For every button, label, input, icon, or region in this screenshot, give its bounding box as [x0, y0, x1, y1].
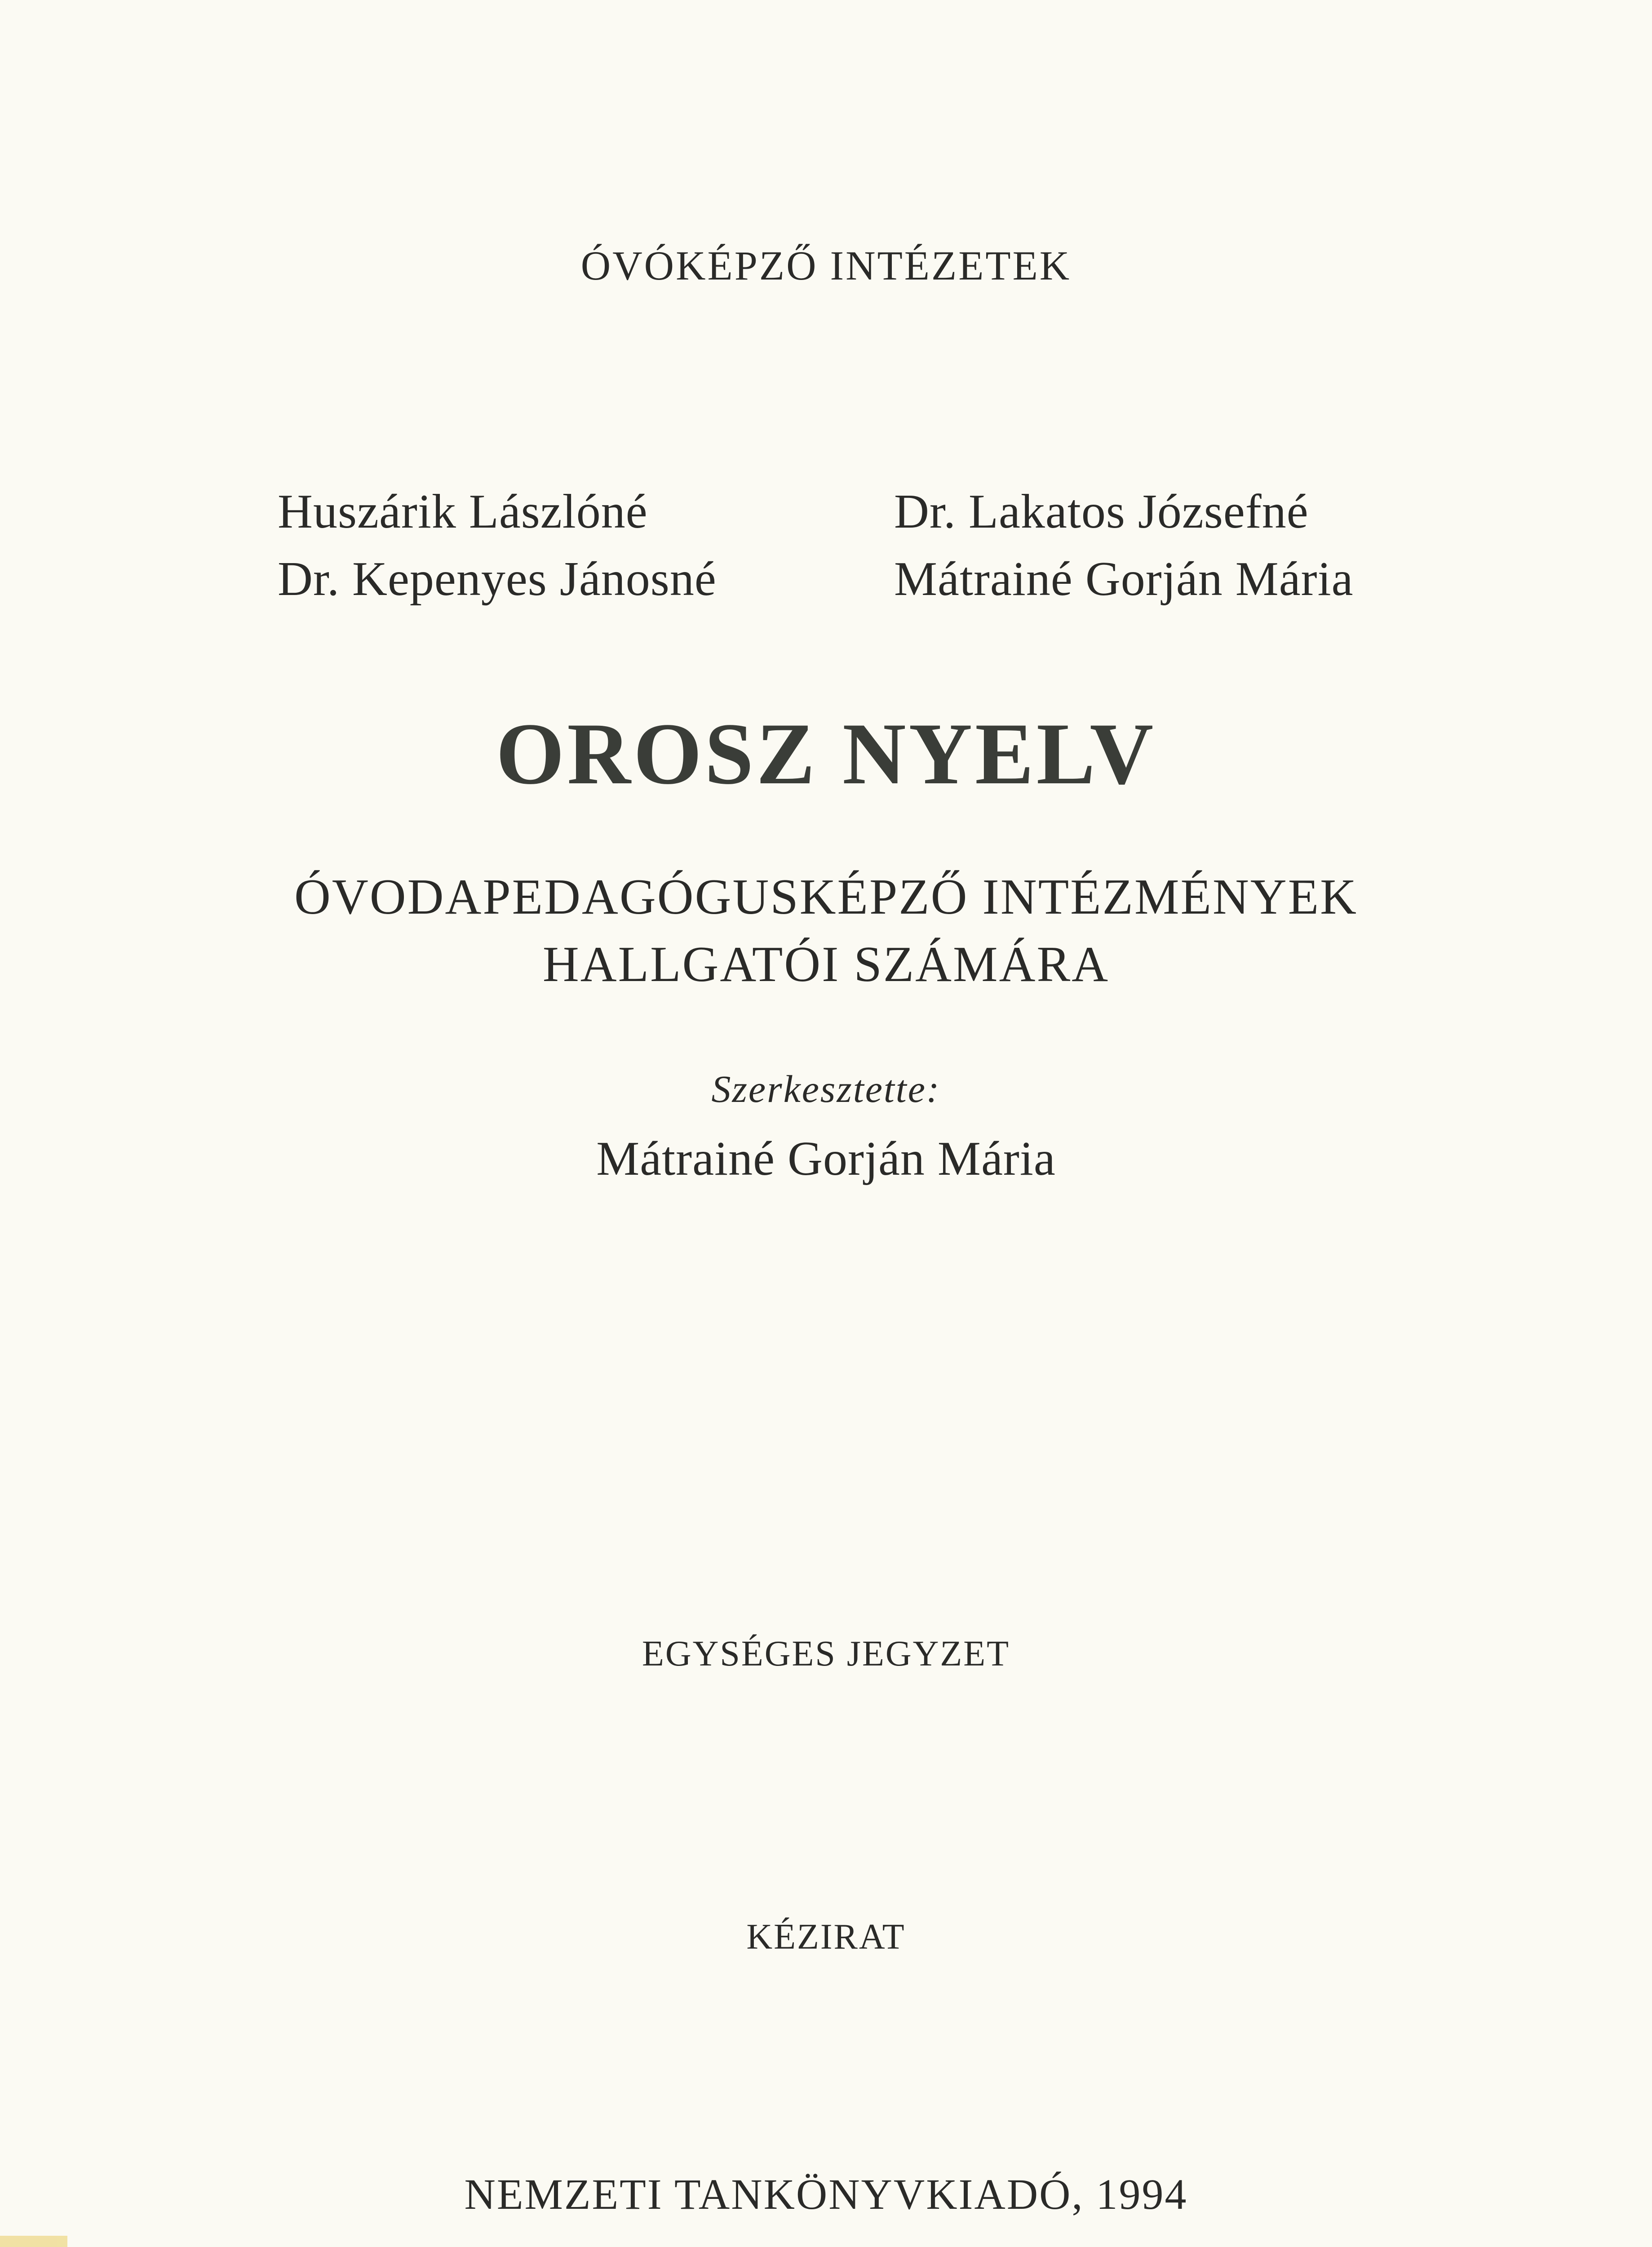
- document-type-note: EGYSÉGES JEGYZET: [642, 1634, 1010, 1674]
- author-name: Dr. Lakatos Józsefné: [894, 485, 1309, 538]
- library-label-sticker: [0, 2236, 67, 2247]
- manuscript-note: KÉZIRAT: [746, 1917, 906, 1957]
- book-title: OROSZ NYELV: [496, 705, 1156, 803]
- subtitle-line-2: HALLGATÓI SZÁMÁRA: [542, 937, 1110, 992]
- publisher-imprint: NEMZETI TANKÖNYVKIADÓ, 1994: [464, 2170, 1188, 2218]
- subtitle-line-1: ÓVODAPEDAGÓGUSKÉPZŐ INTÉZMÉNYEK: [294, 869, 1358, 925]
- author-name: Dr. Kepenyes Jánosné: [278, 552, 717, 606]
- editor-name: Mátrainé Gorján Mária: [596, 1132, 1056, 1186]
- editor-label: Szerkesztette:: [711, 1067, 941, 1110]
- author-name: Mátrainé Gorján Mária: [894, 552, 1354, 606]
- series-title: ÓVÓKÉPZŐ INTÉZETEK: [580, 243, 1072, 289]
- author-name: Huszárik Lászlóné: [278, 485, 648, 538]
